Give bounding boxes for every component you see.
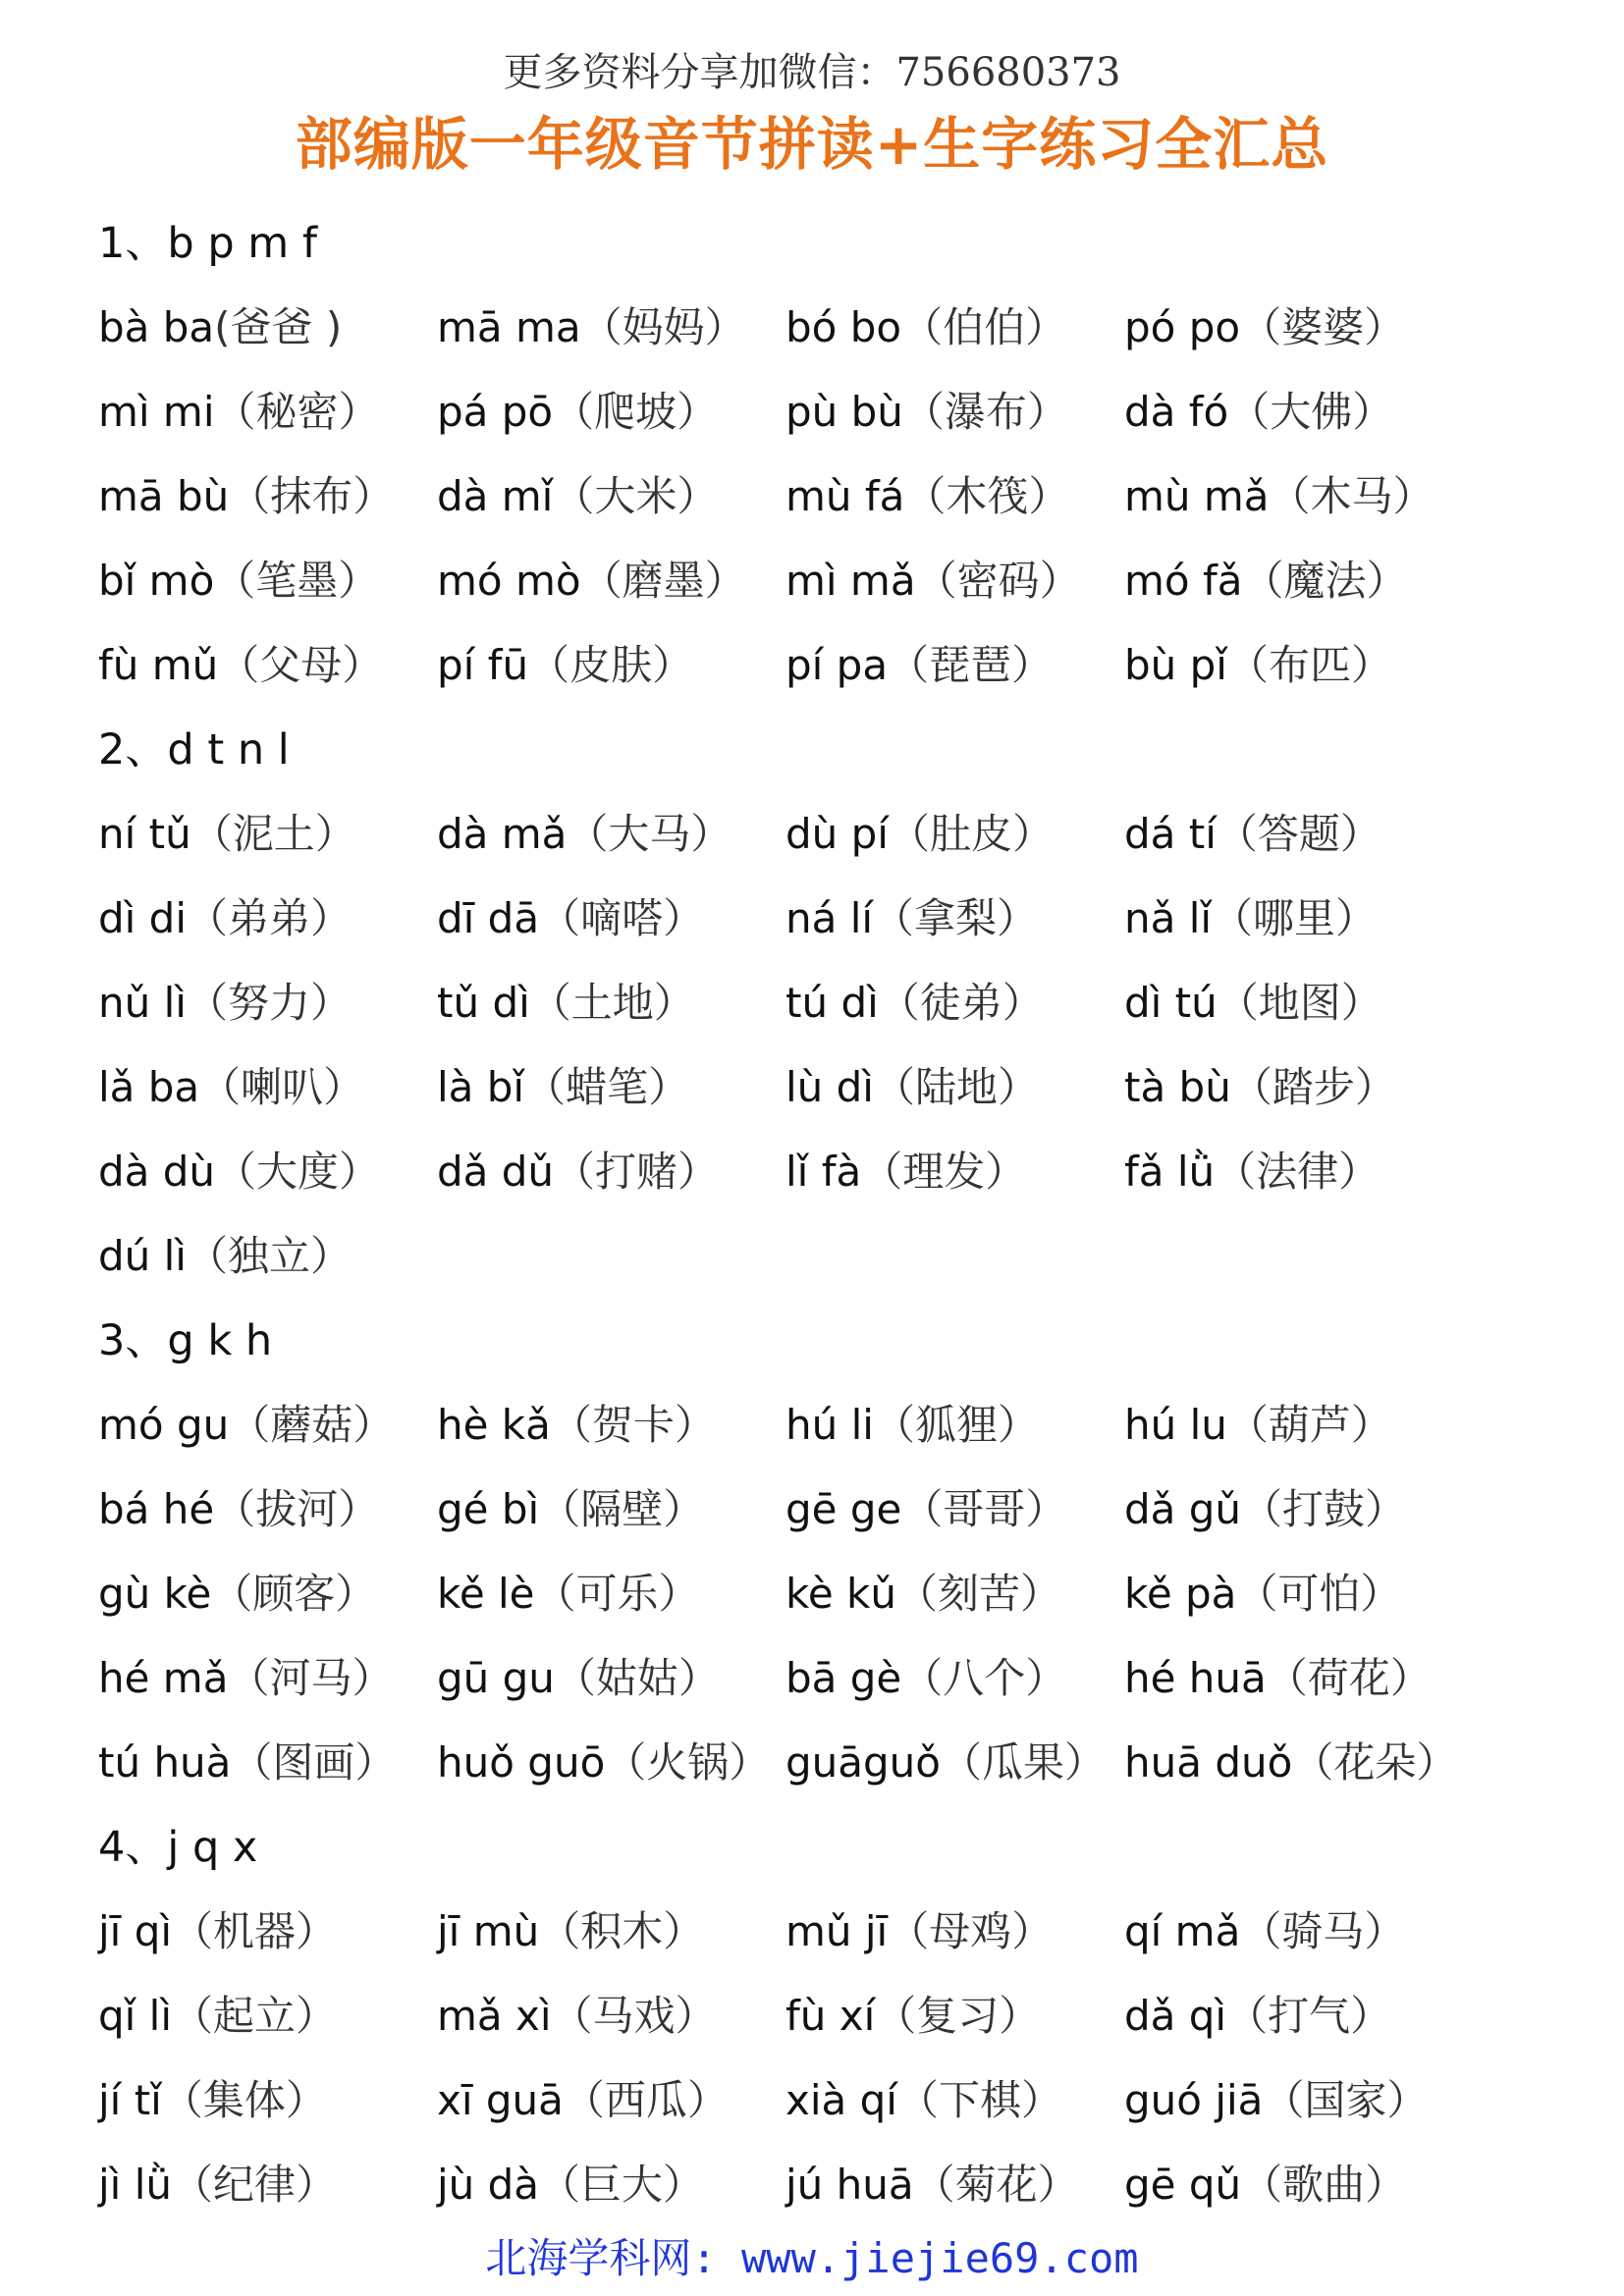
chinese-word: （抹布） (229, 472, 395, 520)
chinese-word: （花朵） (1292, 1738, 1458, 1787)
syllable-row (98, 2058, 1571, 2143)
word-entry (1124, 1890, 1405, 1974)
chinese-word: （努力） (186, 979, 352, 1027)
pinyin: hè kǎ (437, 1401, 551, 1449)
pinyin: guāguǒ (785, 1738, 941, 1787)
chinese-word: （骑马） (1240, 1907, 1406, 1955)
pinyin: dī dā (437, 894, 540, 942)
chinese-word: （姑姑） (554, 1654, 720, 1702)
chinese-word: （理发） (861, 1148, 1027, 1196)
syllable-row (98, 623, 1571, 708)
chinese-word: （笔墨） (214, 557, 380, 605)
section-heading: 3、g k h (98, 1316, 273, 1365)
word-entry (1124, 877, 1377, 961)
word-entry (437, 877, 704, 961)
pinyin: mó fǎ (1124, 557, 1243, 605)
word-entry (1124, 792, 1381, 877)
pinyin: mì mi (98, 388, 215, 436)
pinyin: hé huā (1124, 1654, 1267, 1702)
chinese-word: （纪律） (171, 2161, 337, 2209)
pinyin: fù mǔ (98, 641, 219, 689)
word-entry (785, 1130, 1026, 1214)
chinese-word: （机器） (172, 1907, 338, 1955)
chinese-word: （蜡笔） (524, 1063, 690, 1111)
syllable-row (98, 370, 1571, 454)
pinyin: fù xí (785, 1992, 876, 2040)
chinese-word: （秘密） (214, 388, 380, 436)
chinese-word: （陆地） (873, 1063, 1039, 1111)
chinese-word: (爸爸 ) (214, 303, 343, 351)
pinyin: dù pí (785, 810, 889, 858)
chinese-word: （布匹） (1226, 641, 1392, 689)
pinyin: mì mǎ (785, 557, 916, 605)
syllable-row (98, 1552, 1571, 1636)
pinyin: nǎ lǐ (1124, 894, 1213, 942)
word-entry (98, 1045, 364, 1130)
word-entry (1124, 2058, 1428, 2143)
chinese-word: （踏步） (1230, 1063, 1396, 1111)
pinyin: jì lǜ (98, 2161, 172, 2209)
word-entry (437, 1552, 700, 1636)
word-entry (98, 1552, 376, 1636)
chinese-word: （狐狸） (873, 1401, 1039, 1449)
chinese-word: （哪里） (1212, 894, 1378, 942)
chinese-word: （母鸡） (888, 1907, 1054, 1955)
word-entry (785, 1890, 1053, 1974)
pinyin: dǎ qì (1124, 1992, 1227, 2040)
pinyin: dì di (98, 894, 188, 942)
pinyin: pó po (1124, 303, 1241, 351)
syllable-row (98, 1974, 1571, 2058)
pinyin: jù dà (437, 2161, 540, 2209)
word-entry (785, 1552, 1061, 1636)
chinese-word: （磨墨） (580, 557, 746, 605)
word-entry (437, 1890, 704, 1974)
syllable-row (98, 1214, 1571, 1299)
chinese-word: （嘀嗒） (539, 894, 705, 942)
word-entry (1124, 623, 1392, 708)
chinese-word: （妈妈） (580, 303, 746, 351)
chinese-word: （集体） (161, 2076, 327, 2124)
pinyin: dá tí (1124, 810, 1217, 858)
chinese-word: （菊花） (913, 2161, 1079, 2209)
chinese-word: （打赌） (554, 1148, 720, 1196)
pinyin: pù bù (785, 388, 903, 436)
word-entry (1124, 539, 1408, 623)
word-entry (437, 370, 718, 454)
pinyin: gē ge (785, 1485, 902, 1533)
chinese-word: （密码） (915, 557, 1081, 605)
word-entry (785, 2058, 1062, 2143)
word-entry (437, 1636, 720, 1721)
chinese-word: （拿梨） (873, 894, 1039, 942)
word-entry (98, 1383, 394, 1468)
chinese-word: （皮肤） (528, 641, 694, 689)
pinyin: tà bù (1124, 1063, 1231, 1111)
chinese-word: （木马） (1269, 472, 1435, 520)
chinese-word: （泥土） (190, 810, 356, 858)
pinyin: jī qì (98, 1907, 173, 1955)
section-heading: 4、j q x (98, 1823, 258, 1872)
chinese-word: （爬坡） (553, 388, 719, 436)
chinese-word: （巨大） (539, 2161, 705, 2209)
word-entry (785, 370, 1068, 454)
pinyin: dǎ gǔ (1124, 1485, 1242, 1533)
chinese-word: （下棋） (896, 2076, 1062, 2124)
pinyin: jī mù (437, 1907, 540, 1955)
pinyin: gé bì (437, 1485, 540, 1533)
chinese-word: （图画） (231, 1738, 397, 1787)
chinese-word: （起立） (172, 1992, 338, 2040)
pinyin: dà fó (1124, 388, 1229, 436)
chinese-word: （大佛） (1228, 388, 1394, 436)
syllable-row (98, 454, 1571, 539)
chinese-word: （顾客） (211, 1570, 377, 1618)
chinese-word: （肚皮） (888, 810, 1054, 858)
word-entry (785, 539, 1081, 623)
chinese-word: （国家） (1263, 2076, 1429, 2124)
word-entry (1124, 1383, 1392, 1468)
pinyin: hé mǎ (98, 1654, 229, 1702)
chinese-word: （哥哥） (901, 1485, 1067, 1533)
syllable-row (98, 1890, 1571, 1974)
pinyin: lǎ ba (98, 1063, 200, 1111)
pinyin: hú li (785, 1401, 874, 1449)
pinyin: mǎ xì (437, 1992, 552, 2040)
chinese-word: （歌曲） (1241, 2161, 1407, 2209)
word-entry (98, 454, 394, 539)
word-entry (1124, 961, 1382, 1045)
chinese-word: （拔河） (214, 1485, 380, 1533)
pinyin: qí mǎ (1124, 1907, 1241, 1955)
word-entry (437, 961, 695, 1045)
word-entry (1124, 1636, 1432, 1721)
pinyin: gū gu (437, 1654, 555, 1702)
pinyin: bà ba (98, 303, 215, 351)
word-entry (785, 1045, 1039, 1130)
pinyin: mù fá (785, 472, 905, 520)
syllable-row (98, 1130, 1571, 1214)
word-entry (98, 877, 352, 961)
pinyin: dà dù (98, 1148, 216, 1196)
pinyin: dà mǎ (437, 810, 568, 858)
syllable-row (98, 961, 1571, 1045)
chinese-word: （西瓜） (563, 2076, 729, 2124)
pinyin: qǐ lì (98, 1992, 173, 2040)
section-heading: 1、b p m f (98, 219, 317, 268)
word-entry (1124, 1974, 1391, 2058)
chinese-word: （八个） (901, 1654, 1067, 1702)
chinese-word: （打气） (1226, 1992, 1392, 2040)
word-entry (98, 1468, 379, 1552)
word-entry (437, 1045, 689, 1130)
chinese-word: （可乐） (534, 1570, 700, 1618)
pinyin: lǐ fà (785, 1148, 862, 1196)
pinyin: bā gè (785, 1654, 902, 1702)
pinyin: kě pà (1124, 1570, 1237, 1618)
word-entry (785, 454, 1069, 539)
chinese-word: （河马） (228, 1654, 394, 1702)
pinyin: lù dì (785, 1063, 874, 1111)
pinyin: dǎ dǔ (437, 1148, 555, 1196)
word-entry (437, 454, 718, 539)
chinese-word: （火锅） (605, 1738, 771, 1787)
pinyin: gù kè (98, 1570, 212, 1618)
pinyin: xià qí (785, 2076, 897, 2124)
chinese-word: （婆婆） (1240, 303, 1406, 351)
pinyin: mǔ jī (785, 1907, 889, 1955)
chinese-word: （大度） (215, 1148, 381, 1196)
chinese-word: （弟弟） (187, 894, 352, 942)
document-title: 部编版一年级音节拼读+生字练习全汇总 (295, 111, 1329, 178)
section-heading: 2、d t n l (98, 725, 290, 774)
pinyin: fǎ lǜ (1124, 1148, 1216, 1196)
word-entry (785, 2143, 1079, 2227)
pinyin: xī guā (437, 2076, 564, 2124)
chinese-word: （答题） (1216, 810, 1381, 858)
word-entry (437, 539, 746, 623)
syllable-row (98, 2143, 1571, 2227)
word-entry (1124, 1552, 1401, 1636)
word-entry (785, 1468, 1066, 1552)
pinyin: tú dì (785, 979, 879, 1027)
word-entry (98, 1974, 337, 2058)
pinyin: ná lí (785, 894, 874, 942)
pinyin: tǔ dì (437, 979, 530, 1027)
chinese-word: （独立） (186, 1232, 352, 1280)
pinyin: mā ma (437, 303, 581, 351)
chinese-word: （贺卡） (550, 1401, 716, 1449)
pinyin: kè kǔ (785, 1570, 896, 1618)
chinese-word: （父母） (218, 641, 384, 689)
chinese-word: （喇叭） (199, 1063, 365, 1111)
word-entry (437, 1974, 717, 2058)
word-entry (98, 539, 379, 623)
pinyin: pí fū (437, 641, 529, 689)
word-entry (1124, 370, 1393, 454)
word-entry (785, 1383, 1039, 1468)
word-entry (437, 792, 731, 877)
pinyin: guó jiā (1124, 2076, 1264, 2124)
syllable-list (98, 201, 1571, 2227)
footer-website: 北海学科网: www.jiejie69.com (485, 2234, 1139, 2282)
word-entry (98, 286, 342, 370)
chinese-word: （打鼓） (1241, 1485, 1407, 1533)
word-entry (785, 286, 1066, 370)
chinese-word: （木筏） (904, 472, 1070, 520)
pinyin: bǐ mò (98, 557, 215, 605)
word-entry (785, 961, 1044, 1045)
pinyin: kě lè (437, 1570, 535, 1618)
pinyin: là bǐ (437, 1063, 525, 1111)
word-entry (785, 1721, 1106, 1805)
word-entry (98, 792, 356, 877)
chinese-word: （可怕） (1236, 1570, 1402, 1618)
pinyin: tú huà (98, 1738, 232, 1787)
word-entry (98, 2058, 327, 2143)
chinese-word: （瓜果） (941, 1738, 1107, 1787)
pinyin: jí tǐ (98, 2076, 162, 2124)
chinese-word: （刻苦） (895, 1570, 1061, 1618)
pinyin: jú huā (785, 2161, 914, 2209)
word-entry (1124, 1468, 1406, 1552)
chinese-word: （马戏） (551, 1992, 717, 2040)
chinese-word: （大马） (567, 810, 732, 858)
word-entry (437, 1721, 770, 1805)
word-entry (98, 1636, 393, 1721)
chinese-word: （土地） (529, 979, 695, 1027)
syllable-row (98, 1721, 1571, 1805)
pinyin: ní tǔ (98, 810, 191, 858)
word-entry (1124, 1721, 1457, 1805)
word-entry (98, 623, 383, 708)
pinyin: huā duǒ (1124, 1738, 1293, 1787)
word-entry (785, 877, 1038, 961)
chinese-word: （地图） (1217, 979, 1382, 1027)
pinyin: dú lì (98, 1232, 187, 1280)
pinyin: mó mò (437, 557, 581, 605)
word-entry (785, 792, 1054, 877)
word-entry (98, 1130, 380, 1214)
pinyin: dì tú (1124, 979, 1218, 1027)
word-entry (1124, 286, 1405, 370)
chinese-word: （大米） (553, 472, 719, 520)
pinyin: huǒ guō (437, 1738, 606, 1787)
word-entry (1124, 1130, 1380, 1214)
word-entry (98, 2143, 337, 2227)
syllable-row (98, 286, 1571, 370)
chinese-word: （伯伯） (901, 303, 1067, 351)
word-entry (437, 2143, 704, 2227)
word-entry (1124, 1045, 1396, 1130)
syllable-row (98, 1383, 1571, 1468)
wechat-note: 更多资料分享加微信：756680373 (503, 50, 1121, 95)
chinese-word: （葫芦） (1226, 1401, 1392, 1449)
pinyin: mā bù (98, 472, 230, 520)
word-entry (785, 623, 1053, 708)
syllable-row (98, 792, 1571, 877)
word-entry (98, 961, 352, 1045)
word-entry (437, 623, 693, 708)
pinyin: dà mǐ (437, 472, 554, 520)
chinese-word: （瀑布） (902, 388, 1068, 436)
pinyin: mù mǎ (1124, 472, 1270, 520)
pinyin: bó bo (785, 303, 902, 351)
pinyin: gē qǔ (1124, 2161, 1242, 2209)
pinyin: bù pǐ (1124, 641, 1227, 689)
word-entry (437, 1130, 719, 1214)
pinyin: pí pa (785, 641, 889, 689)
word-entry (1124, 454, 1435, 539)
pinyin: hú lu (1124, 1401, 1227, 1449)
pinyin: pá pō (437, 388, 554, 436)
word-entry (437, 1383, 716, 1468)
word-entry (785, 1636, 1066, 1721)
pinyin: mó gu (98, 1401, 230, 1449)
word-entry (98, 370, 380, 454)
word-entry (437, 286, 746, 370)
chinese-word: （徒弟） (878, 979, 1044, 1027)
chinese-word: （魔法） (1242, 557, 1408, 605)
syllable-row (98, 877, 1571, 961)
chinese-word: （积木） (539, 1907, 705, 1955)
syllable-row (98, 1468, 1571, 1552)
word-entry (98, 1721, 396, 1805)
word-entry (785, 1974, 1040, 2058)
chinese-word: （琵琶） (888, 641, 1054, 689)
pinyin: bá hé (98, 1485, 215, 1533)
chinese-word: （法律） (1215, 1148, 1380, 1196)
word-entry (437, 2058, 729, 2143)
word-entry (98, 1214, 352, 1299)
syllable-row (98, 539, 1571, 623)
pinyin: nǔ lì (98, 979, 187, 1027)
word-entry (98, 1890, 337, 1974)
chinese-word: （复习） (875, 1992, 1041, 2040)
syllable-row (98, 1045, 1571, 1130)
chinese-word: （隔壁） (539, 1485, 705, 1533)
word-entry (437, 1468, 704, 1552)
chinese-word: （蘑菇） (229, 1401, 395, 1449)
chinese-word: （荷花） (1266, 1654, 1432, 1702)
word-entry (1124, 2143, 1406, 2227)
syllable-row (98, 1636, 1571, 1721)
